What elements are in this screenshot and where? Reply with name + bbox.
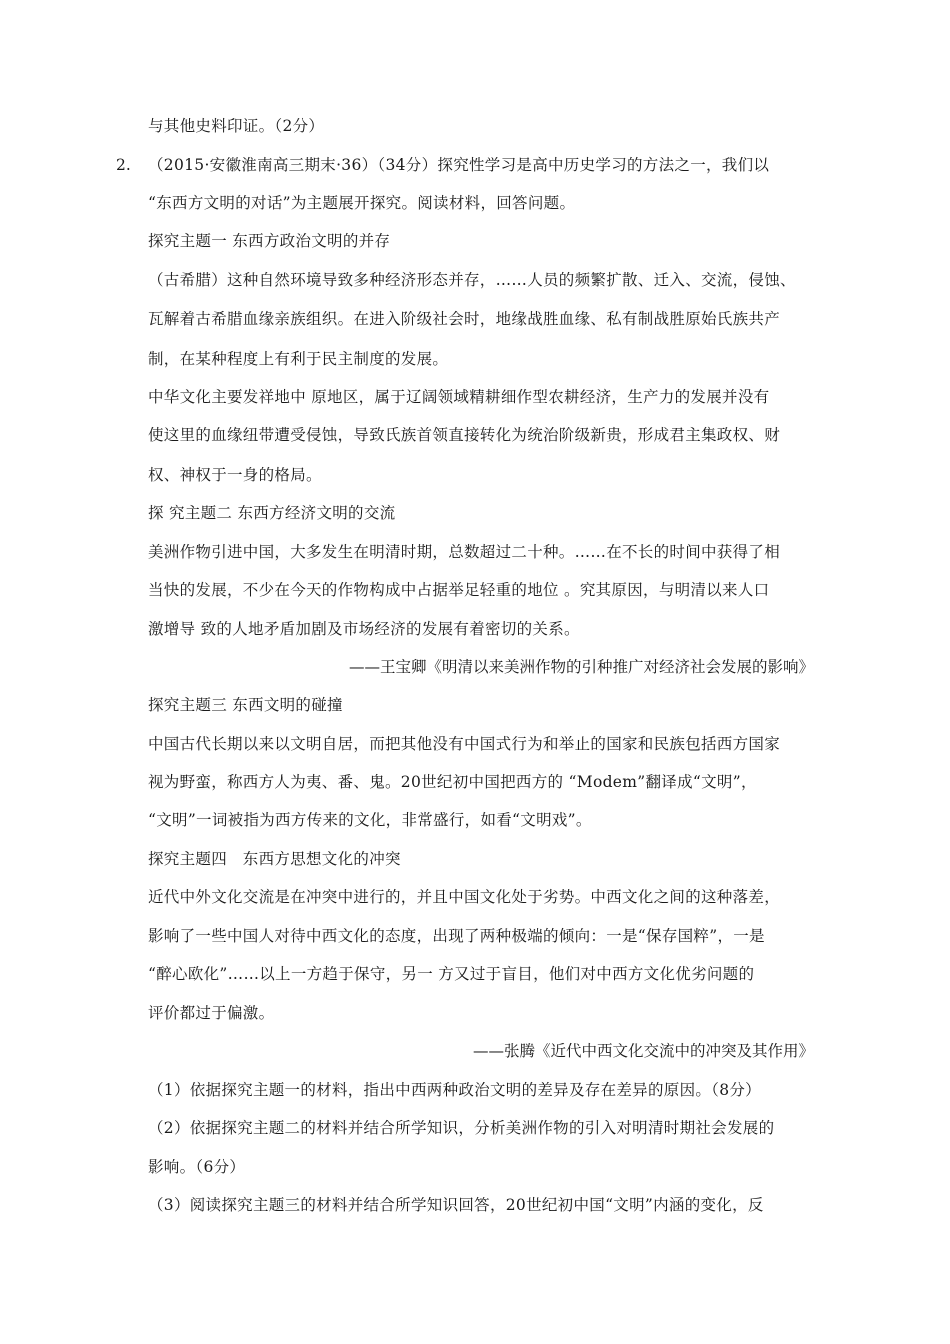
line-prev-answer: 与其他史料印证。（2分） [148, 117, 325, 135]
theme-1-text-5: 使这里的血缘纽带遭受侵蚀，导致氏族首领直接转化为统治阶级新贵，形成君主集政权、财 [148, 426, 781, 444]
theme-2-text-1: 美洲作物引进中国，大多发生在明清时期，总数超过二十种。……在不长的时间中获得了相 [148, 543, 781, 561]
theme-1-heading: 探究主题一 东西方政治文明的并存 [148, 232, 391, 250]
theme-2-text-2: 当快的发展，不少在今天的作物构成中占据举足轻重的地位 。究其原因，与明清以来人口 [148, 581, 770, 599]
theme-2-source: ——王宝卿《明清以来美洲作物的引种推广对经济社会发展的影响》 [348, 658, 814, 676]
theme-1-text-4: 中华文化主要发祥地中 原地区，属于辽阔领域精耕细作型农耕经济，生产力的发展并没有 [148, 388, 770, 406]
theme-1-text-6: 权、神权于一身的格局。 [148, 466, 322, 484]
theme-3-heading: 探究主题三 东西文明的碰撞 [148, 696, 343, 714]
theme-4-heading: 探究主题四 东西方思想文化的冲突 [148, 850, 401, 868]
question-intro-line1: （2015·安徽淮南高三期末·36）（34分）探究性学习是高中历史学习的方法之一，我们以 [148, 156, 770, 174]
theme-3-text-1: 中国古代长期以来以文明自居，而把其他没有中国式行为和举止的国家和民族包括西方国家 [148, 735, 781, 753]
theme-2-text-3: 激增导 致的人地矛盾加剧及市场经济的发展有着密切的关系。 [148, 620, 580, 638]
theme-1-text-3: 制，在某种程度上有利于民主制度的发展。 [148, 350, 449, 368]
question-number: 2. [116, 156, 131, 174]
theme-3-text-3: “文明”一词被指为西方传来的文化，非常盛行，如看“文明戏”。 [148, 811, 592, 829]
theme-4-text-3: “醉心欧化”……以上一方趋于保守，另一 方又过于盲目，他们对中西方文化优劣问题的 [148, 965, 755, 983]
theme-2-heading: 探 究主题二 东西方经济文明的交流 [148, 504, 396, 522]
sub-question-2-line1: （2）依据探究主题二的材料并结合所学知识，分析美洲作物的引入对明清时期社会发展的 [148, 1119, 775, 1137]
sub-question-1: （1）依据探究主题一的材料，指出中西两种政治文明的差异及存在差异的原因。（8分） [148, 1081, 761, 1099]
theme-4-text-1: 近代中外文化交流是在冲突中进行的，并且中国文化处于劣势。中西文化之间的这种落差， [148, 888, 781, 906]
theme-4-text-4: 评价都过于偏激。 [148, 1004, 275, 1022]
sub-question-2-line2: 影响。（6分） [148, 1158, 246, 1176]
theme-1-text-2: 瓦解着古希腊血缘亲族组织。在进入阶级社会时，地缘战胜血缘、私有制战胜原始氏族共产 [148, 310, 781, 328]
theme-3-text-2: 视为野蛮，称西方人为夷、番、鬼。20世纪初中国把西方的 “Modem”翻译成“文明”， [148, 773, 757, 791]
sub-question-3-line1: （3）阅读探究主题三的材料并结合所学知识回答，20世纪初中国“文明”内涵的变化，反 [148, 1196, 764, 1214]
theme-4-source: ——张腾《近代中西文化交流中的冲突及其作用》 [472, 1042, 814, 1060]
theme-4-text-2: 影响了一些中国人对待中西文化的态度，出现了两种极端的倾向：一是“保存国粹”，一是 [148, 927, 765, 945]
theme-1-text-1: （古希腊）这种自然环境导致多种经济形态并存，……人员的频繁扩散、迁入、交流，侵蚀、 [148, 271, 796, 289]
question-intro-line2: “东西方文明的对话”为主题展开探究。阅读材料，回答问题。 [148, 194, 576, 212]
